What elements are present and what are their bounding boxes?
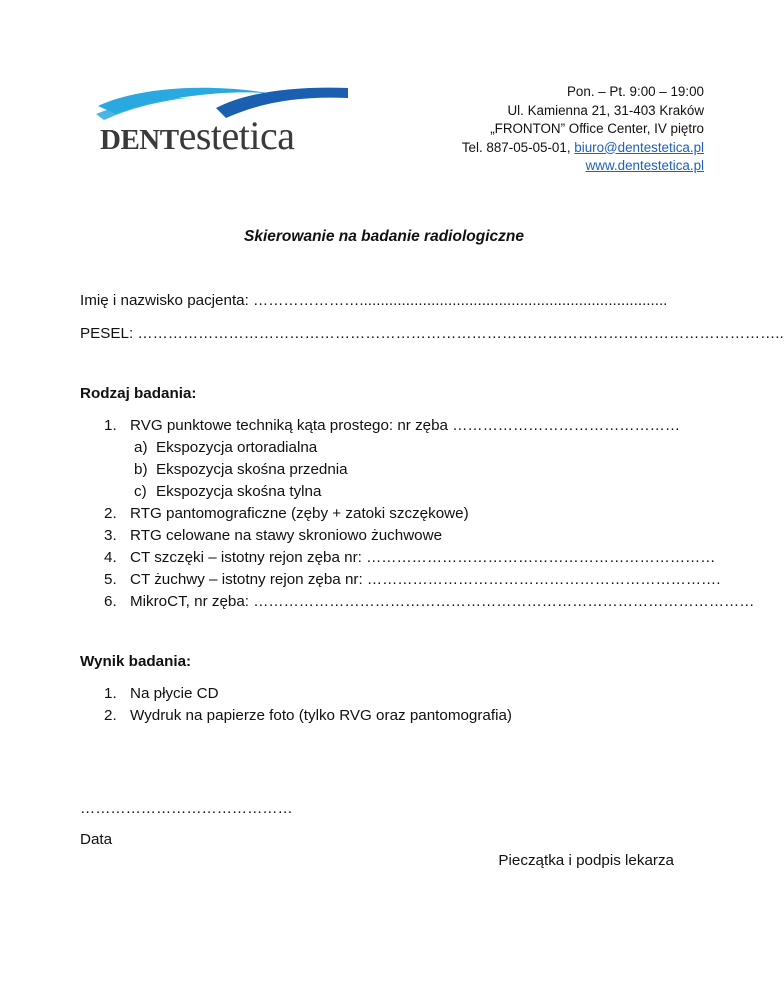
sub-item-letter: c) — [134, 483, 147, 500]
patient-name-label: Imię i nazwisko pacjenta: …………………......................................................................... — [80, 292, 668, 309]
phone-email-line — [404, 139, 704, 158]
sub-list-item — [104, 459, 684, 481]
exam-type-list — [104, 415, 755, 615]
result-heading: Wynik badania: — [80, 653, 192, 670]
list-item-text: Wydruk na papierze foto (tylko RVG oraz pantomografia) — [130, 707, 512, 724]
opening-hours: Pon. – Pt. 9:00 – 19:00 — [567, 84, 704, 99]
email-link[interactable]: biuro@dentestetica.pl — [574, 139, 704, 155]
list-item-text: RTG celowane na stawy skroniowo żuchwowe — [130, 527, 443, 544]
logo-wordmark — [100, 113, 295, 158]
list-item — [104, 547, 716, 569]
list-item-number: 1. — [104, 685, 117, 702]
website-link[interactable]: www.dentestetica.pl — [585, 158, 704, 173]
sub-item-letter: b) — [134, 461, 148, 478]
list-item-number: 4. — [104, 549, 117, 566]
list-item-number: 1. — [104, 417, 117, 434]
list-item — [104, 569, 721, 591]
list-item-text: MikroCT, nr zęba: ……………………………………………………………………………………… — [130, 593, 755, 610]
list-item-text: Na płycie CD — [130, 685, 219, 702]
patient-name-line — [80, 292, 680, 309]
logo-brand-light: estetica — [178, 113, 295, 158]
sub-item-letter: a) — [134, 439, 148, 456]
list-item — [104, 705, 684, 727]
list-item-number: 2. — [104, 505, 117, 522]
list-item — [104, 525, 684, 547]
result-list — [104, 683, 684, 731]
list-item-text: RTG pantomograficzne (zęby + zatoki szczękowe) — [130, 505, 469, 522]
list-item — [104, 591, 755, 613]
list-item-number: 6. — [104, 593, 117, 610]
address: Ul. Kamienna 21, 31-403 Kraków — [507, 102, 704, 118]
list-item-text: CT szczęki – istotny rejon zęba nr: …………………………………………………………… — [130, 549, 716, 566]
date-label: Data — [80, 831, 113, 848]
exam-type-heading: Rodzaj badania: — [80, 385, 197, 402]
sub-item-text: Ekspozycja skośna tylna — [156, 483, 322, 500]
list-item — [104, 503, 684, 525]
sub-item-text: Ekspozycja ortoradialna — [156, 439, 318, 456]
sub-list-item — [104, 481, 684, 503]
list-item-number: 2. — [104, 707, 117, 724]
list-item-text: RVG punktowe techniką kąta prostego: nr zęba ……………………………………… — [130, 417, 681, 434]
sub-item-text: Ekspozycja skośna przednia — [156, 461, 348, 478]
pesel-label: PESEL: ……………………………………………………………………………………………………………….. — [80, 325, 784, 342]
list-item-number: 3. — [104, 527, 117, 544]
pesel-line — [80, 325, 784, 342]
signature-label: Pieczątka i podpis lekarza — [498, 852, 674, 869]
contact-block — [404, 83, 704, 176]
clinic-logo — [96, 84, 350, 158]
building: „FRONTON” Office Center, IV piętro — [490, 121, 704, 136]
document-title: Skierowanie na badanie radiologiczne — [244, 228, 524, 245]
list-item — [104, 415, 684, 437]
phone: Tel. 887-05-05-01, — [461, 139, 575, 155]
sub-list-item — [104, 437, 684, 459]
list-item — [104, 683, 684, 705]
list-item-text: CT żuchwy – istotny rejon zęba nr: ……………………………………………………………. — [130, 571, 721, 588]
date-line: …………………………………… — [80, 800, 293, 817]
logo-brand-bold: DENT — [100, 124, 179, 156]
list-item-number: 5. — [104, 571, 117, 588]
